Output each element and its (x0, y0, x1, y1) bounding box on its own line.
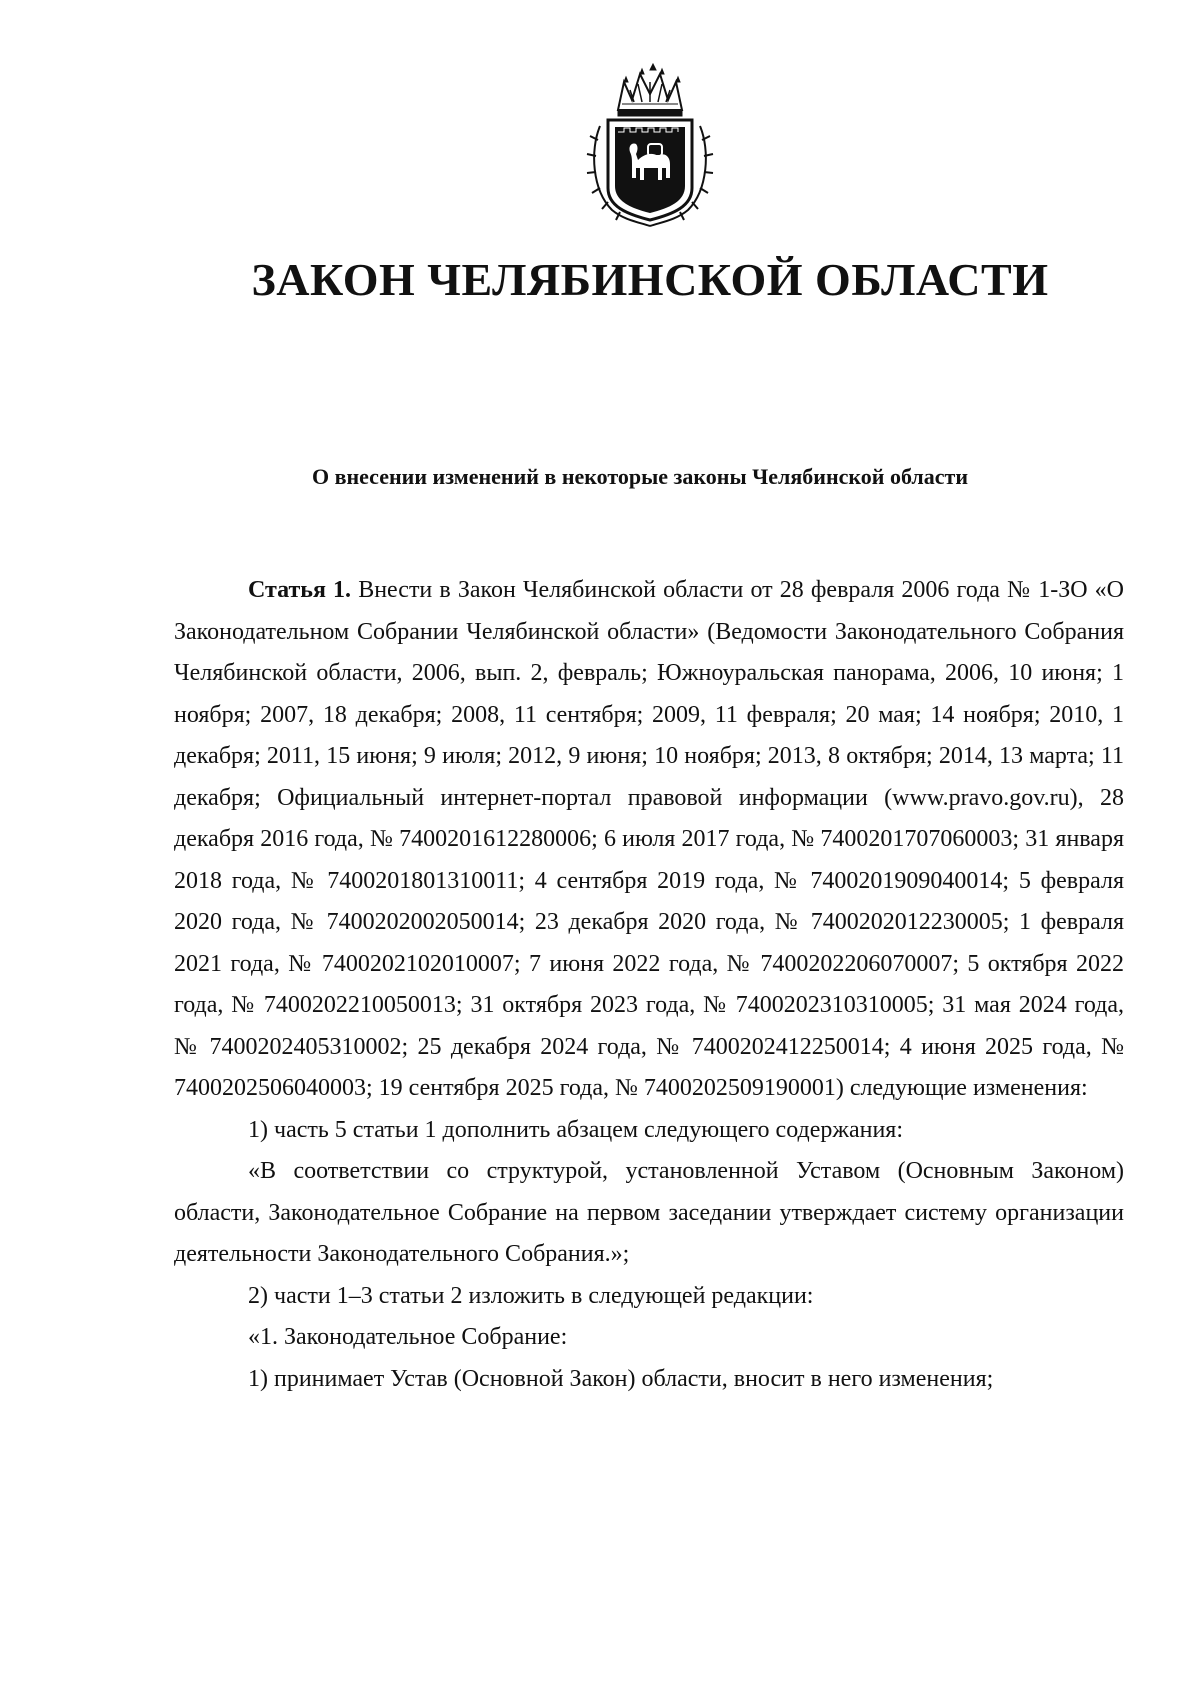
law-body (174, 570, 1124, 1400)
law-subject-title: О внесении изменений в некоторые законы Челябинской области (311, 464, 968, 489)
law-title: ЗАКОН ЧЕЛЯБИНСКОЙ ОБЛАСТИ (251, 254, 1049, 305)
amendment-quote-2-heading: «1. Законодательное Собрание: (248, 1324, 568, 1350)
article-1-text: Внести в Закон Челябинской области от 28 февраля 2006 года № 1-ЗО «О Законодательном Собрании Челябинской области» (Ведомости Законодательного Собрания Челябинской области, 2006, вып. 2, февраль; Южноуральская панорама, 2006, 10 июня; 1 ноября; 2007, 18 декабря; 2008, 11 сентября; 2009, 11 февраля; 20 мая; 14 ноября; 2010, 1 декабря; 2011, 15 июня; 9 июля; 2012, 9 июня; 10 ноября; 2013, 8 октября; 2014, 13 марта; 11 декабря; Официальный интернет-портал правовой информации (www.pravo.gov.ru), 28 декабря 2016 года, № 7400201612280006; 6 июля 2017 года, № 7400201707060003; 31 января 2018 года, № 7400201801310011; 4 сентября 2019 года, № 7400201909040014; 5 февраля 2020 года, № 7400202002050014; 23 декабря 2020 года, № 7400202012230005; 1 февраля 2021 года, № 7400202102010007; 7 июня 2022 года, № 7400202206070007; 5 октября 2022 года, № 7400202210050013; 31 октября 2023 года, № 7400202310310005; 31 мая 2024 года, № 7400202405310002; 25 декабря 2024 года, № 7400202412250014; 4 июня 2025 года, № 7400202506040003; 19 сентября 2025 года, № 7400202509190001) следующие изменения: (174, 577, 1124, 1101)
amendment-item-1: 1) часть 5 статьи 1 дополнить абзацем следующего содержания: (248, 1116, 903, 1143)
amendment-quote-2-point-1: 1) принимает Устав (Основной Закон) области, вносит в него изменения; (248, 1365, 994, 1392)
amendment-quote-1: «В соответствии со структурой, установленной Уставом (Основным Законом) области, Законодательное Собрание на первом заседании утверждает систему организации деятельности Законодательного Собрания.»; (174, 1158, 1124, 1267)
article-1-label: Статья 1. (248, 577, 352, 603)
coat-of-arms-icon (578, 60, 722, 232)
amendment-item-2: 2) части 1–3 статьи 2 изложить в следующей редакции: (248, 1282, 814, 1309)
article-1-paragraph (174, 570, 1124, 1110)
